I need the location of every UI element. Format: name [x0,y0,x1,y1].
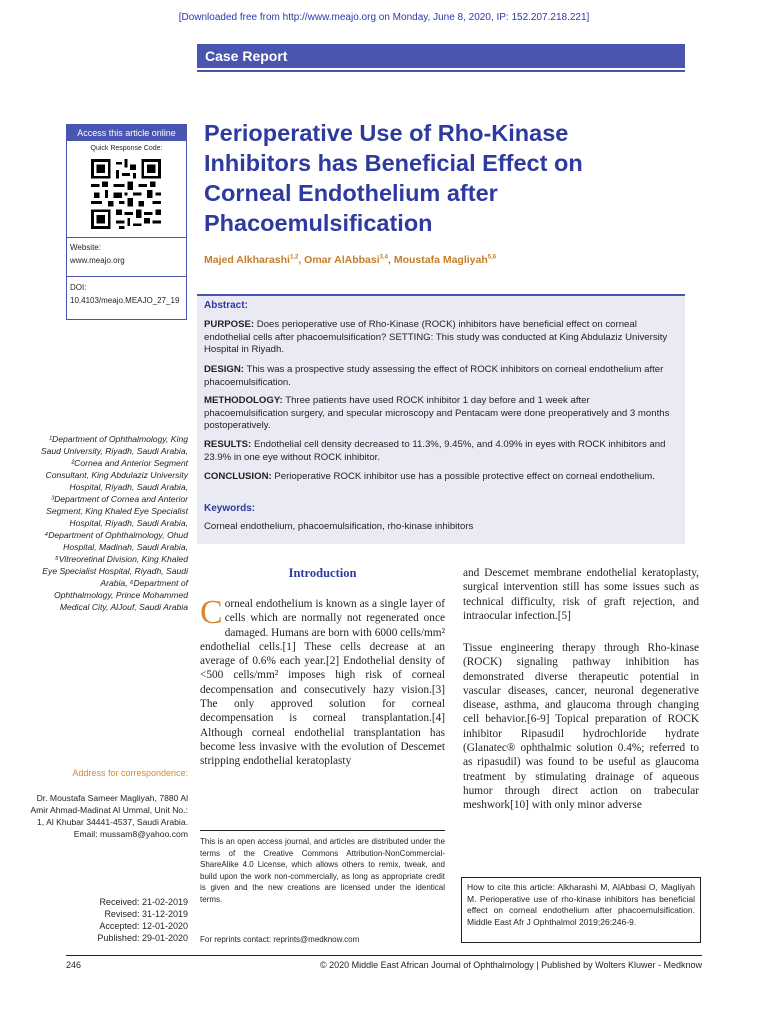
conclusion-label: CONCLUSION: [204,471,272,482]
affiliations: ¹Department of Ophthalmology, King Saud University, Riyadh, Saudi Arabia, ²Cornea and Anterior Segment Consultant, King Abdulaziz University Hospital, Riyadh, Saudi Arabia, ³Department of Cornea and Anterior Segment, King Khaled Eye Specialist Hospital, Riyadh, Saudi Arabia, ⁴Department of Ophthalmology, Ohud Hospital, Madinah, Saudi Arabia, ⁵Vitreoretinal Division, King Khaled Eye Specialist Hospital, Riyadh, Saudi Arabia, ⁶Department of Ophthalmology, Prince Mohammed Medical City, AlJouf, Saudi Arabia [40,434,188,612]
intro-paragraph-3: Tissue engineering therapy through Rho-kinase (ROCK) signaling pathway inhibition has demonstrated diverse therapeutic potential in vascular diseases, cancer, neuronal degenerative disease, asthma, and glaucoma through changing cell behavior.[6-9] Topical preparation of ROCK inhibitor Ripasudil hydrochloride hydrate (Glanatec® ophthalmic solution 0.4%; referred to as ripasudil) was found to be useful as glaucoma treatment by stimulating drainage of aqueous humor through direct action on trabecular meshwork[10] with only minor adverse [463,642,699,812]
box-divider [67,237,186,238]
correspondence-text: Dr. Moustafa Sameer Magliyah, 7880 Al Amir Ahmad-Madinat Al Ummal, Unit No.: 1, Al Khubar 34441-4537, Saudi Arabia. Email: mussam8@yahoo.com [30,793,188,839]
how-to-cite-box: How to cite this article: Alkharashi M, AlAbbasi O, Magliyah M. Perioperative use of rho-kinase inhibitors has beneficial effect on corneal endothelium after phacoemulsification. Middle East Afr J Ophthalmol 2019;26:246-9. [461,877,701,943]
keywords-heading: Keywords: [204,503,256,514]
author-list: Majed Alkharashi$^{1,2}$, Omar AlAbbasi$^{3,4}$, Moustafa Magliyah$^{5,6}$ [204,254,497,266]
footer-rule [66,955,702,956]
article-title: Perioperative Use of Rho-Kinase Inhibitors has Beneficial Effect on Corneal Endothelium after Phacoemulsification [204,120,583,236]
footer-copyright: © 2020 Middle East African Journal of Ophthalmology | Published by Wolters Kluwer - Medknow [320,960,702,970]
section-divider [197,70,685,72]
author-name: Omar AlAbbasi [304,254,380,266]
design-label: DESIGN: [204,364,244,375]
abstract-design [204,364,674,389]
abstract-methodology [204,395,674,433]
drop-cap: C [200,594,223,631]
abstract-conclusion [204,471,674,484]
intro-paragraph-1: orneal endothelium is known as a single layer of cells which are normally not regenerated once damaged. Humans are born with 6000 cells/mm² endothelial cells.[1] These cells decrease at an average of 0.6% each year.[2] Endothelial density of <500 cells/mm² imposes high risk of corneal decompensation and consecutively hazy vision.[3] The only approved solution for corneal decompensation is corneal transplantation.[4] Although corneal endothelial transplantation has become less invasive with the evolution of Descemet stripping endothelial keratoplasty [200,598,445,768]
date-accepted: Accepted: 12-01-2020 [99,921,188,931]
access-heading: Access this article online [67,125,186,141]
date-received: Received: 21-02-2019 [99,897,188,907]
doi-label: DOI: [70,283,87,292]
website-label: Website: [70,243,101,252]
website-link[interactable]: www.meajo.org [70,256,125,265]
conclusion-text: Perioperative ROCK inhibitor use has a possible protective effect on corneal endothelium. [274,471,655,482]
author-name: Moustafa Magliyah [393,254,488,266]
introduction-heading: Introduction [288,566,357,580]
box-divider [67,276,186,277]
author-name: Majed Alkharashi [204,254,290,266]
intro-column-1 [200,594,445,769]
article-dates [40,896,188,944]
date-published: Published: 29-01-2020 [97,933,188,943]
abstract-top-rule [197,294,685,296]
correspondence-heading: Address for correspondence: [72,768,188,778]
abstract-results [204,439,674,464]
design-text: This was a prospective study assessing the effect of ROCK inhibitors on corneal endothelium after phacoemulsification. [204,364,664,388]
download-banner: [Downloaded free from http://www.meajo.org on Monday, June 8, 2020, IP: 152.207.218.221] [178,12,590,23]
doi-link[interactable]: 10.4103/meajo.MEAJO_27_19 [70,296,180,305]
open-access-rule [200,830,445,831]
intro-paragraph-2: and Descemet membrane endothelial keratoplasty, surgical intervention still has some issues such as technical difficulty, risk of graft rejection, and intraocular infection.[5] [463,567,699,622]
qr-code-icon[interactable] [91,159,161,229]
methodology-text: Three patients have used ROCK inhibitor 1 day before and 1 week after phacoemulsification surgery, and specular microscopy and Pentacam were done preoperatively and 3 months postoperatively. [204,395,670,431]
access-article-box [66,124,187,320]
author-affil-marker: 5,6 [487,254,497,261]
purpose-label: PURPOSE: [204,319,255,330]
methodology-label: METHODOLOGY: [204,395,283,406]
results-label: RESULTS: [204,439,252,450]
abstract-heading: Abstract: [204,300,248,311]
page-number: 246 [66,960,82,970]
reprints-contact: For reprints contact: reprints@medknow.com [200,935,360,944]
qr-label: Quick Response Code: [90,145,163,152]
author-affil-marker: 1,2 [289,254,299,261]
open-access-note: This is an open access journal, and articles are distributed under the terms of the Creative Commons Attribution-NonCommercial-ShareAlike 4.0 License, which allows others to remix, tweak, and build upon the work non-commercially, as long as appropriate credit is given and the new creations are licensed under the identical terms. [200,837,445,904]
author-affil-marker: 3,4 [379,254,388,261]
date-revised: Revised: 31-12-2019 [104,909,188,919]
abstract-purpose [204,319,674,357]
keywords-text: Corneal endothelium, phacoemulsification, rho-kinase inhibitors [204,521,474,532]
purpose-text: Does perioperative use of Rho-Kinase (ROCK) inhibitors have beneficial effect on corneal endothelial cells after phacoemulsification? SETTING: This study was conducted at King Abdulaziz University Hospital in Riyadh. [204,319,668,355]
section-label: Case Report [197,44,685,68]
results-text: Endothelial cell density decreased to 11.3%, 9.45%, and 4.09% in eyes with ROCK inhibitors and 23.9% in one eye without ROCK inhibitor. [204,439,666,463]
